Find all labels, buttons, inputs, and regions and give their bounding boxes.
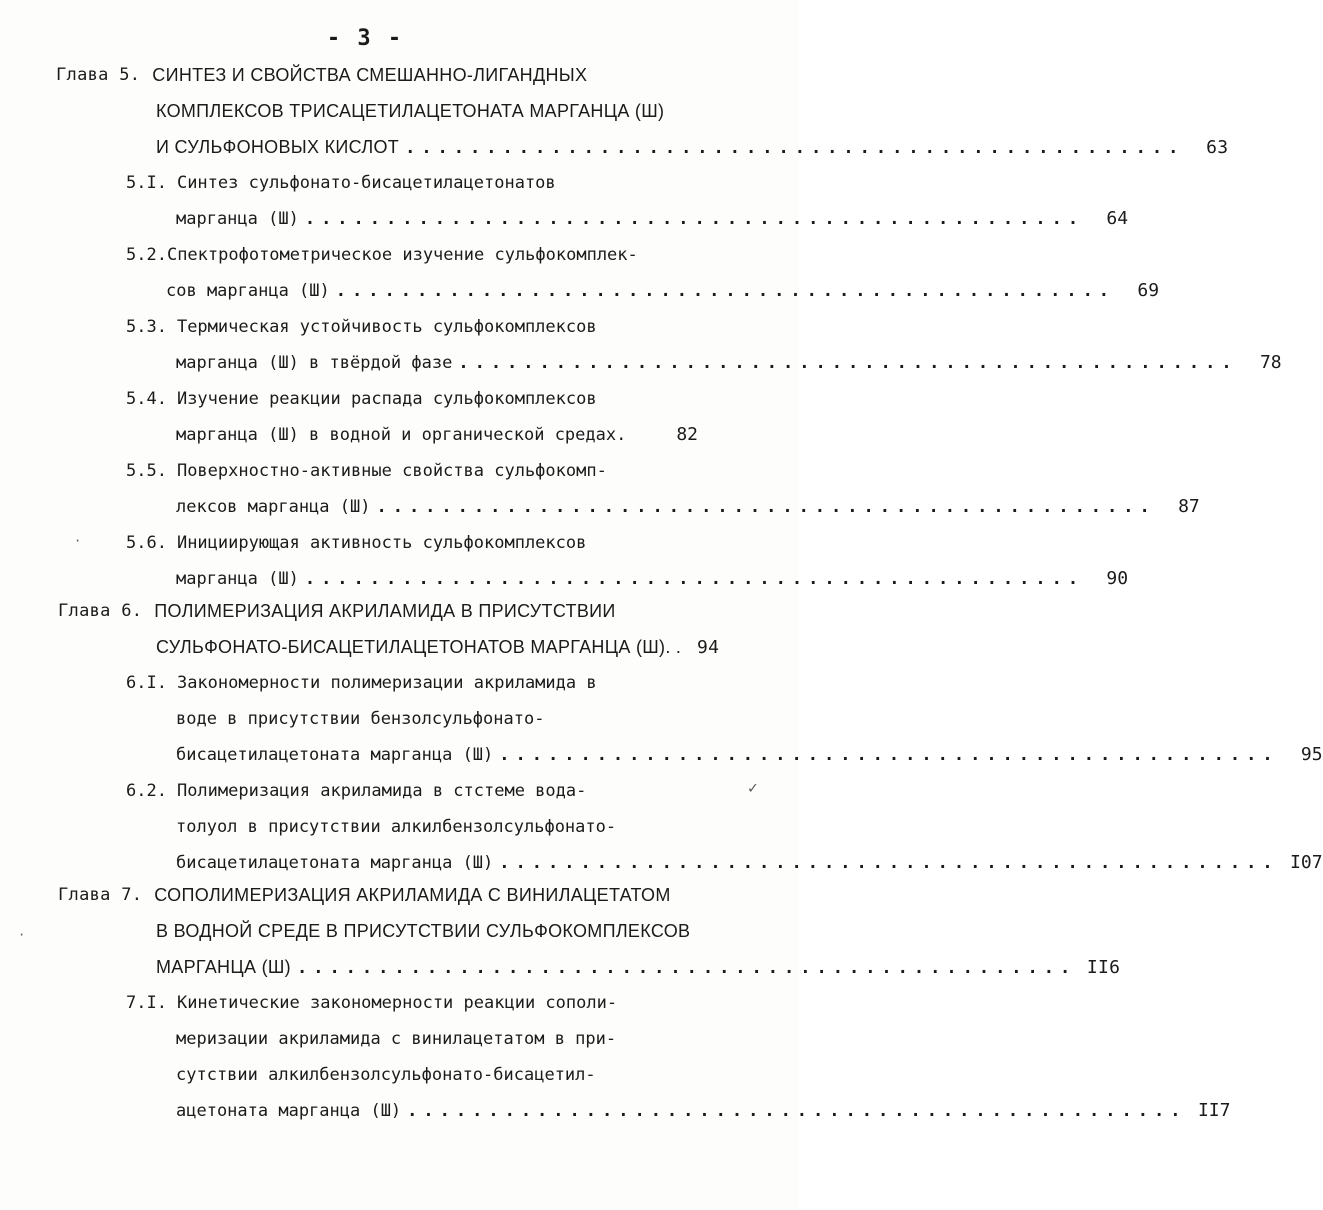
chapter-title: СИНТЕЗ И СВОЙСТВА СМЕШАННО-ЛИГАНДНЫХ [152, 65, 588, 85]
section-title: марганца (Ш) в твёрдой фазе [176, 353, 453, 373]
page-ref: 94 [696, 637, 720, 658]
page-ref: I07 [1290, 852, 1323, 873]
toc-section-5-5-line-1 [126, 458, 766, 484]
dot-leader: ................................................ [296, 958, 1077, 978]
toc-section-5-3-line-2 [176, 350, 1282, 376]
toc-section-6-1-line-3 [176, 742, 1323, 768]
chapter-label: Глава 5. [56, 65, 141, 85]
toc-section-5-3-line-1 [126, 314, 766, 340]
toc-section-5-6-line-2 [176, 566, 1129, 592]
section-title: сов марганца (Ш) [166, 281, 330, 301]
scan-speck: · [18, 928, 26, 942]
toc-chapter-7-line-1 [58, 882, 758, 908]
dot-leader: ................................................ [304, 569, 1085, 589]
chapter-title: СОПОЛИМЕРИЗАЦИЯ АКРИЛАМИДА С ВИНИЛАЦЕТАТОМ [154, 885, 671, 905]
margin-check-mark: ✓ [748, 778, 758, 797]
dot-leader: ................................................ [405, 138, 1185, 158]
page-ref: 90 [1106, 568, 1129, 589]
toc-chapter-6-line-1 [58, 598, 758, 624]
section-title: Закономерности полимеризации акриламида в [176, 673, 597, 693]
toc-section-5-1-line-2 [176, 206, 1129, 232]
section-title: лексов марганца (Ш) [176, 497, 371, 517]
toc-section-5-4-line-1 [126, 386, 766, 412]
section-number: 5.3. [126, 317, 167, 337]
section-title: меризации акриламида с винилацетатом в при- [176, 1029, 617, 1049]
toc-section-5-6-line-1 [126, 530, 766, 556]
section-number: 5.2. [126, 245, 167, 265]
section-title: воде в присутствии бензолсульфонато- [176, 709, 545, 729]
section-title: марганца (Ш) [176, 569, 299, 589]
section-title: ацетоната марганца (Ш) [176, 1101, 402, 1121]
section-number: 7.I. [126, 993, 167, 1013]
toc-chapter-5-line-1 [56, 62, 756, 88]
chapter-title: МАРГАНЦА (Ш) [156, 957, 291, 977]
toc-section-6-1-line-1 [126, 670, 766, 696]
toc-chapter-6-line-2 [156, 634, 720, 660]
chapter-title: ПОЛИМЕРИЗАЦИЯ АКРИЛАМИДА В ПРИСУТСТВИИ [154, 601, 616, 621]
page-ref: II6 [1086, 957, 1121, 978]
toc-section-7-1-line-1 [126, 990, 776, 1016]
dot-leader: ................................................ [499, 745, 1279, 765]
chapter-title: В ВОДНОЙ СРЕДЕ В ПРИСУТСТВИИ СУЛЬФОКОМПЛЕКСОВ [156, 921, 691, 941]
toc-section-5-4-line-2 [176, 422, 698, 448]
section-number: 6.2. [126, 781, 167, 801]
toc-section-7-1-line-3 [176, 1062, 776, 1088]
toc-section-5-2-line-2 [166, 278, 1160, 304]
toc-section-6-2-line-3 [176, 850, 1323, 876]
section-number: 5.I. [126, 173, 167, 193]
section-title: Спектрофотометрическое изучение сульфокомплек- [166, 245, 638, 265]
dot-leader: ................................................ [407, 1101, 1187, 1121]
chapter-title: СУЛЬФОНАТО-БИСАЦЕТИЛАЦЕТОНАТОВ МАРГАНЦА (Ш). . [156, 637, 682, 657]
section-title: марганца (Ш) [176, 209, 299, 229]
toc-chapter-7-line-2 [156, 918, 756, 944]
page-ref: 63 [1206, 137, 1229, 158]
section-title: бисацетилацетоната марганца (Ш) [176, 853, 494, 873]
dot-leader: ................................................ [304, 209, 1085, 229]
dot-leader: ................................................ [335, 281, 1116, 301]
section-number: 5.4. [126, 389, 167, 409]
dot-leader: ................................................ [499, 853, 1279, 873]
section-number: 5.6. [126, 533, 167, 553]
toc-section-5-5-line-2 [176, 494, 1200, 520]
chapter-title: КОМПЛЕКСОВ ТРИСАЦЕТИЛАЦЕТОНАТА МАРГАНЦА (Ш) [156, 101, 665, 121]
section-title: марганца (Ш) в водной и органической средах. [176, 425, 627, 445]
section-title: Кинетические закономерности реакции сополи- [176, 993, 618, 1013]
page-ref: II7 [1197, 1100, 1231, 1121]
chapter-label: Глава 7. [58, 885, 143, 905]
page-number: - 3 - [326, 26, 404, 51]
section-number: 5.5. [126, 461, 167, 481]
page-ref: 69 [1137, 280, 1160, 301]
toc-section-5-2-line-1 [126, 242, 786, 268]
section-title: Полимеризация акриламида в стстеме вода- [176, 781, 587, 801]
section-title: сутствии алкилбензолсульфонато-бисацетил- [176, 1065, 596, 1085]
section-title: бисацетилацетоната марганца (Ш) [176, 745, 494, 765]
section-title: Поверхностно-активные свойства сульфокомп- [176, 461, 607, 481]
dot-leader: ................................................ [458, 353, 1238, 373]
toc-section-6-2-line-1 [126, 778, 766, 804]
section-title: Синтез сульфонато-бисацетилацетонатов [176, 173, 556, 193]
scan-speck: · [74, 534, 82, 548]
page-ref: 64 [1106, 208, 1129, 229]
toc-section-7-1-line-2 [176, 1026, 776, 1052]
page-ref: 82 [676, 424, 698, 445]
toc-section-5-1-line-1 [126, 170, 766, 196]
page-ref: 95 [1300, 744, 1323, 765]
section-number: 6.I. [126, 673, 167, 693]
section-title: толуол в присутствии алкилбензолсульфонато- [176, 817, 617, 837]
toc-section-6-2-line-2 [176, 814, 766, 840]
section-title: Термическая устойчивость сульфокомплексов [176, 317, 597, 337]
toc-section-6-1-line-2 [176, 706, 766, 732]
toc-chapter-5-line-2 [156, 98, 756, 124]
page-ref: 78 [1259, 352, 1282, 373]
section-title: Изучение реакции распада сульфокомплексов [176, 389, 597, 409]
toc-chapter-7-line-3 [156, 954, 1121, 980]
page-ref: 87 [1178, 496, 1200, 517]
section-title: Инициирующая активность сульфокомплексов [176, 533, 587, 553]
dot-leader: ................................................ [376, 497, 1156, 517]
chapter-label: Глава 6. [58, 601, 143, 621]
toc-chapter-5-line-3 [156, 134, 1229, 160]
toc-section-7-1-line-4 [176, 1098, 1231, 1124]
chapter-title: И СУЛЬФОНОВЫХ КИСЛОТ [156, 137, 400, 157]
